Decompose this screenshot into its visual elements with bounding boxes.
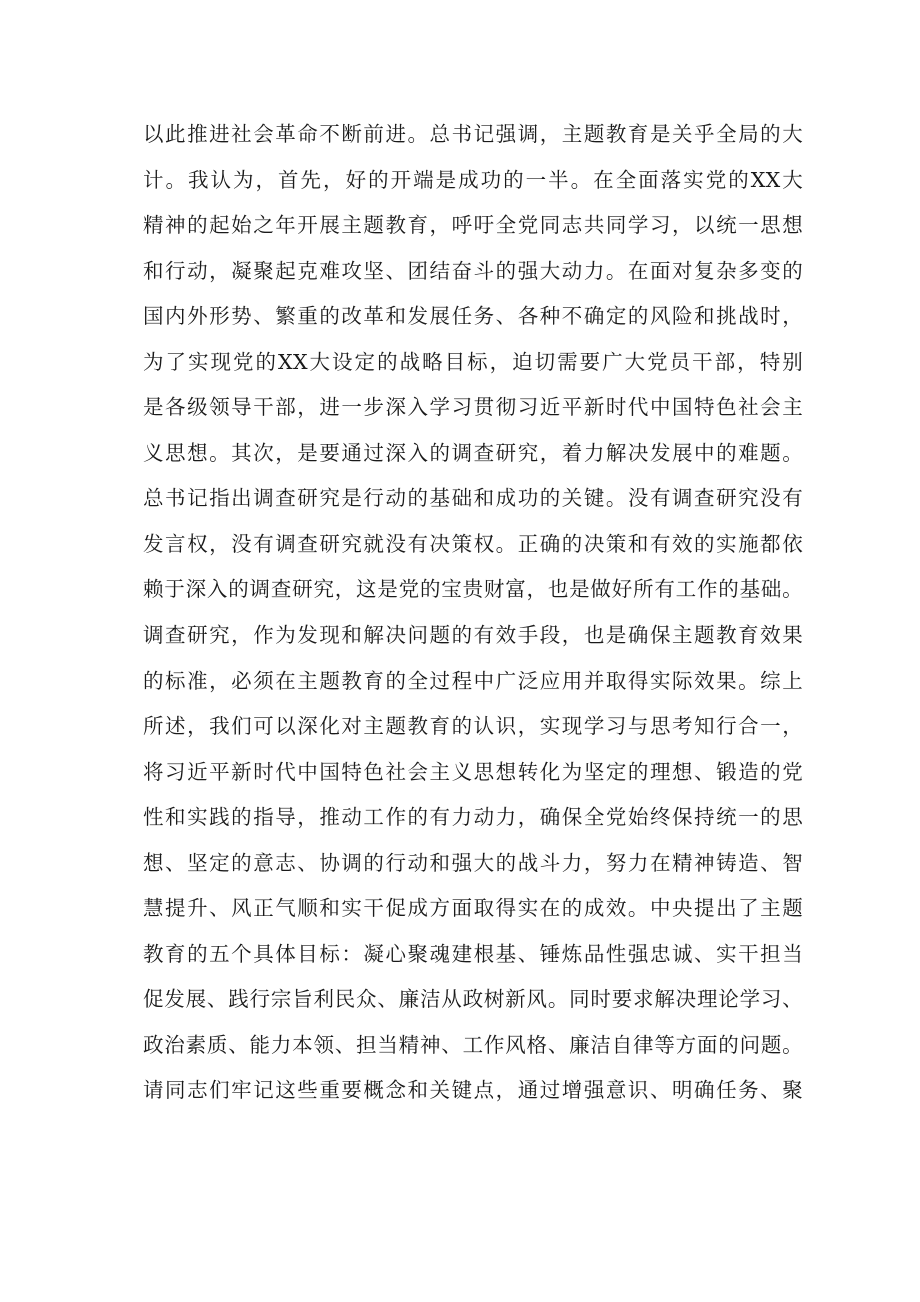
text-line-20: 促发展、践行宗旨利民众、廉洁从政树新风。同时要求解决理论学习、	[143, 987, 803, 1012]
text-line-6: 为了实现党的XX大设定的战略目标，迫切需要广大党员干部，特别	[143, 349, 803, 374]
text-line-7: 是各级领导干部，进一步深入学习贯彻习近平新时代中国特色社会主	[143, 395, 803, 420]
text-line-4: 和行动，凝聚起克难攻坚、团结奋斗的强大动力。在面对复杂多变的	[143, 258, 803, 283]
text-line-12: 调查研究，作为发现和解决问题的有效手段，也是确保主题教育效果	[143, 623, 803, 648]
text-line-9: 总书记指出调查研究是行动的基础和成功的关键。没有调查研究没有	[143, 486, 803, 511]
text-line-1: 以此推进社会革命不断前进。总书记强调，主题教育是关乎全局的大	[143, 122, 803, 146]
text-line-13: 的标准，必须在主题教育的全过程中广泛应用并取得实际效果。综上	[143, 668, 803, 693]
text-line-21: 政治素质、能力本领、担当精神、工作风格、廉洁自律等方面的问题。	[143, 1032, 803, 1057]
text-line-22: 请同志们牢记这些重要概念和关键点，通过增强意识、明确任务、聚	[143, 1078, 803, 1103]
text-line-11: 赖于深入的调查研究，这是党的宝贵财富，也是做好所有工作的基础。	[143, 577, 803, 602]
text-line-10: 发言权，没有调查研究就没有决策权。正确的决策和有效的实施都依	[143, 531, 803, 556]
text-line-8: 义思想。其次，是要通过深入的调查研究，着力解决发展中的难题。	[143, 440, 803, 465]
text-line-3: 精神的起始之年开展主题教育，呼吁全党同志共同学习，以统一思想	[143, 213, 803, 238]
body-text	[143, 112, 803, 1114]
text-line-18: 慧提升、风正气顺和实干促成方面取得实在的成效。中央提出了主题	[143, 896, 803, 921]
text-line-19: 教育的五个具体目标：凝心聚魂建根基、锤炼品性强忠诚、实干担当	[143, 941, 803, 966]
text-line-2: 计。我认为，首先，好的开端是成功的一半。在全面落实党的XX大	[143, 167, 803, 192]
text-line-15: 将习近平新时代中国特色社会主义思想转化为坚定的理想、锻造的党	[143, 759, 803, 784]
text-line-16: 性和实践的指导，推动工作的有力动力，确保全党始终保持统一的思	[143, 805, 803, 830]
text-line-14: 所述，我们可以深化对主题教育的认识，实现学习与思考知行合一，	[143, 714, 803, 739]
text-line-5: 国内外形势、繁重的改革和发展任务、各种不确定的风险和挑战时，	[143, 304, 803, 329]
text-line-17: 想、坚定的意志、协调的行动和强大的战斗力，努力在精神铸造、智	[143, 850, 803, 875]
